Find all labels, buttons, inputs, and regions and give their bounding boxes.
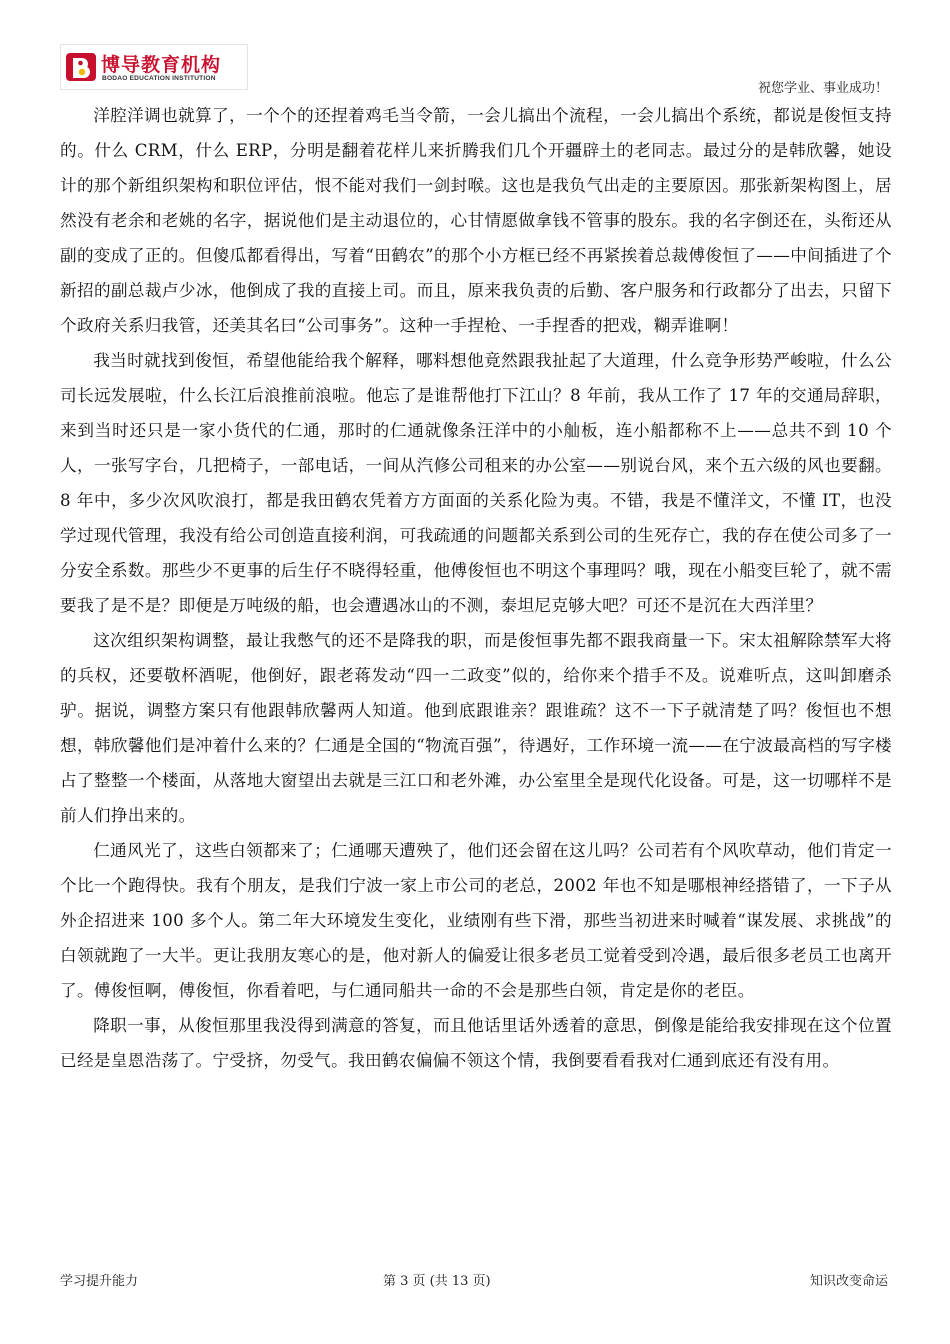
- logo: [60, 44, 248, 90]
- footer-right: 知识改变命运: [809, 1274, 888, 1289]
- paragraph-1: 洋腔洋调也就算了，一个个的还捏着鸡毛当令箭，一会儿搞出个流程，一会儿搞出个系统，都说是俊恒支持的。什么 CRM，什么 ERP，分明是翻着花样儿来折腾我们几个开疆辟土的老同志。最过分的是韩欣馨，她设计的那个新组织架构和职位评估，恨不能对我们一剑封喉。这也是我负气出走的主要原因。那张新架构图上，居然没有老余和老姚的名字，据说他们是主动退位的，心甘情愿做拿钱不管事的股东。我的名字倒还在，头衔还从副的变成了正的。但傻瓜都看得出，写着“田鹤农”的那个小方框已经不再紧挨着总裁傅俊恒了——中间插进了个新招的副总裁卢少冰，他倒成了我的直接上司。而且，原来我负责的后勤、客户服务和行政都分了出去，只留下个政府关系归我管，还美其名曰“公司事务”。这种一手捏枪、一手捏香的把戏，糊弄谁啊！: [60, 106, 892, 335]
- paragraph-3: 这次组织架构调整，最让我憋气的还不是降我的职，而是俊恒事先都不跟我商量一下。宋太祖解除禁军大将的兵权，还要敬杯酒呢，他倒好，跟老蒋发动“四一二政变”似的，给你来个措手不及。说难听点，这叫卸磨杀驴。据说，调整方案只有他跟韩欣馨两人知道。他到底跟谁亲？跟谁疏？这不一下子就清楚了吗？俊恒也不想想，韩欣馨他们是冲着什么来的？仁通是全国的“物流百强”，待遇好，工作环境一流——在宁波最高档的写字楼占了整整一个楼面，从落地大窗望出去就是三江口和老外滩，办公室里全是现代化设备。可是，这一切哪样不是前人们挣出来的。: [60, 631, 892, 825]
- header-tagline: 祝您学业、事业成功！: [757, 81, 888, 96]
- paragraph-4: 仁通风光了，这些白领都来了；仁通哪天遭殃了，他们还会留在这儿吗？公司若有个风吹草动，他们肯定一个比一个跑得快。我有个朋友，是我们宁波一家上市公司的老总，2002 年也不知是哪根神经搭错了，一下子从外企招进来 100 多个人。第二年大环境发生变化，业绩刚有些下滑，那些当初进来时喊着“谋发展、求挑战”的白领就跑了一大半。更让我朋友寒心的是，他对新人的偏爱让很多老员工觉着受到冷遇，最后很多老员工也离开了。傅俊恒啊，傅俊恒，你看着吧，与仁通同船共一命的不会是那些白领，肯定是你的老臣。: [60, 841, 892, 1000]
- page-header: [60, 40, 890, 96]
- paragraph-2: 我当时就找到俊恒，希望他能给我个解释，哪料想他竟然跟我扯起了大道理，什么竞争形势严峻啦，什么公司长远发展啦，什么长江后浪推前浪啦。他忘了是谁帮他打下江山？8 年前，我从工作了 17 年的交通局辞职，来到当时还只是一家小货代的仁通，那时的仁通就像条汪洋中的小舢板，连小船都称不上——总共不到 10 个人，一张写字台，几把椅子，一部电话，一间从汽修公司租来的办公室——别说台风，来个五六级的风也要翻。8 年中，多少次风吹浪打，都是我田鹤农凭着方方面面的关系化险为夷。不错，我是不懂洋文，不懂 IT，也没学过现代管理，我没有给公司创造直接利润，可我疏通的问题都关系到公司的生死存亡，我的存在使公司多了一分安全系数。那些少不更事的后生仔不晓得轻重，他傅俊恒也不明这个事理吗？哦，现在小船变巨轮了，就不需要我了是不是？即便是万吨级的船，也会遭遇冰山的不测，泰坦尼克够大吧？可还不是沉在大西洋里？: [60, 351, 892, 615]
- page-number: 第 3 页 (共 13 页): [383, 1274, 491, 1289]
- logo-english-name: BODAO EDUCATION INSTITUTION: [102, 75, 216, 82]
- footer-left: 学习提升能力: [60, 1274, 139, 1289]
- document-body: [60, 98, 892, 1078]
- logo-b-icon: [65, 51, 97, 83]
- paragraph-5: 降职一事，从俊恒那里我没得到满意的答复，而且他话里话外透着的意思，倒像是能给我安排现在这个位置已经是皇恩浩荡了。宁受挤，勿受气。我田鹤农偏偏不领这个情，我倒要看看我对仁通到底还有没有用。: [60, 1016, 892, 1070]
- logo-chinese-name: 博导教育机构: [101, 54, 222, 76]
